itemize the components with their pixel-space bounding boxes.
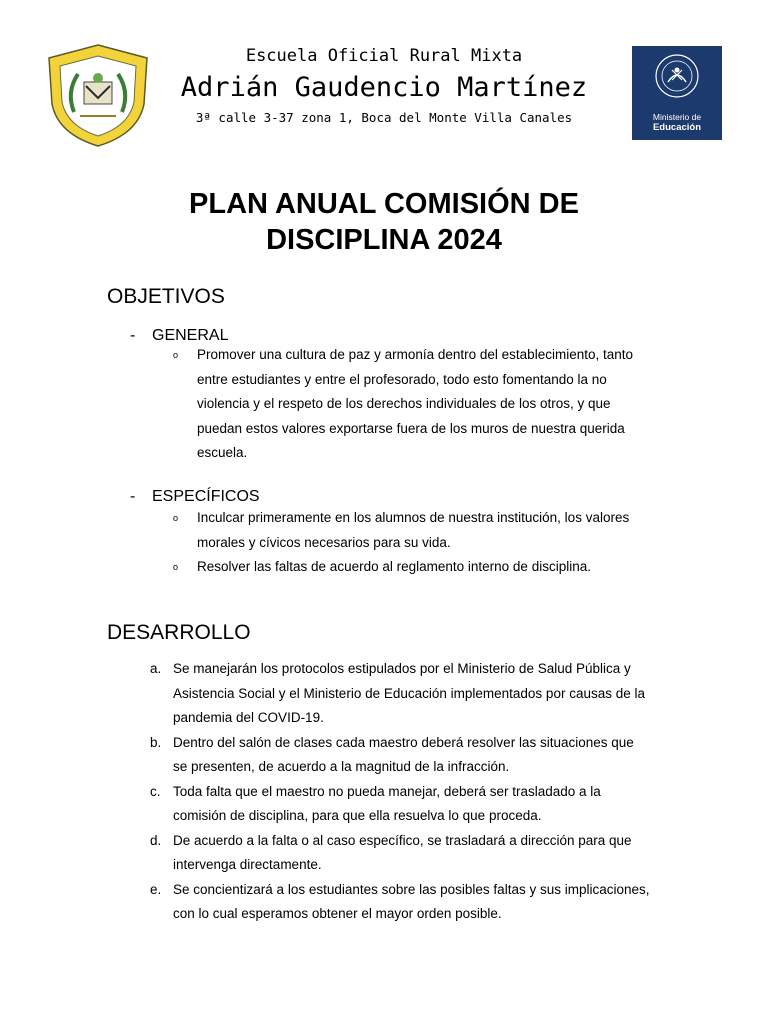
list-marker: a. — [150, 661, 162, 676]
text-line: violencia y el respeto de los derechos individuales de los otros, y que — [197, 396, 611, 411]
text-line: se presenten, de acuerdo a la magnitud de la infracción. — [173, 759, 510, 774]
list-item — [150, 878, 670, 927]
document-header — [0, 0, 768, 160]
school-name: Adrián Gaudencio Martínez — [180, 72, 588, 103]
ministry-of-education-logo — [632, 46, 722, 140]
subheading-label: ESPECÍFICOS — [152, 488, 260, 505]
text-line: Dentro del salón de clases cada maestro deberá resolver las situaciones que — [173, 734, 634, 750]
list-item — [173, 506, 663, 555]
school-address: 3ª calle 3-37 zona 1, Boca del Monte Villa Canales — [195, 110, 573, 125]
text-line: Se concientizará a los estudiantes sobre las posibles faltas y sus implicaciones, — [173, 881, 650, 897]
bullet-marker: o — [173, 513, 179, 523]
list-item — [173, 555, 663, 580]
text-line: intervenga directamente. — [173, 857, 322, 872]
text-line: Asistencia Social y el Ministerio de Educación implementados por causas de la — [173, 685, 645, 701]
guatemala-seal-icon — [632, 46, 722, 108]
text-line: morales y cívicos necesarios para su vida. — [197, 534, 451, 550]
section-heading-desarrollo: DESARROLLO — [107, 621, 251, 644]
ministry-logo-line1: Ministerio de — [652, 112, 702, 122]
text-line: Se manejarán los protocolos estipulados por el Ministerio de Salud Pública y — [173, 661, 631, 676]
title-line-1: PLAN ANUAL COMISIÓN DE — [189, 188, 579, 220]
school-type: Escuela Oficial Rural Mixta — [245, 46, 523, 66]
title-line-2: DISCIPLINA 2024 — [266, 224, 502, 256]
text-line: De acuerdo a la falta o al caso específico, se trasladará a dirección para que — [173, 832, 632, 848]
list-item — [150, 731, 670, 780]
text-line: puedan estos valores exportarse fuera de los muros de nuestra querida — [197, 420, 625, 436]
text-line: comisión de disciplina, para que ella resuelva lo que proceda. — [173, 808, 542, 823]
text-line: entre estudiantes y entre el profesorado, todo esto fomentando la no — [197, 371, 607, 387]
dash-marker: - — [130, 327, 136, 344]
list-marker: c. — [150, 783, 161, 799]
general-objectives-list — [173, 343, 663, 466]
list-marker: d. — [150, 832, 162, 848]
section-heading-objetivos: OBJETIVOS — [107, 285, 225, 308]
text-line: Promover una cultura de paz y armonía dentro del establecimiento, tanto — [197, 347, 633, 362]
text-line: escuela. — [197, 445, 248, 460]
subheading-label: GENERAL — [152, 327, 229, 344]
dash-marker: - — [130, 488, 136, 505]
list-marker: e. — [150, 881, 162, 897]
ministry-logo-line2: Educación — [652, 122, 702, 133]
text-line: pandemia del COVID-19. — [173, 710, 324, 725]
text-line: Inculcar primeramente en los alumnos de nuestra institución, los valores — [197, 510, 630, 525]
specific-objectives-list — [173, 506, 663, 580]
subheading-especificos — [130, 488, 260, 506]
list-item — [150, 829, 670, 878]
list-item — [173, 343, 663, 466]
list-item — [150, 780, 670, 829]
bullet-marker: o — [173, 350, 179, 360]
text-line: Toda falta que el maestro no pueda manejar, deberá ser trasladado a la — [173, 783, 601, 799]
document-title — [0, 186, 768, 258]
text-line: con lo cual esperamos obtener el mayor orden posible. — [173, 906, 502, 921]
bullet-marker: o — [173, 562, 179, 572]
desarrollo-list — [150, 657, 670, 927]
list-item — [150, 657, 670, 731]
list-marker: b. — [150, 734, 162, 750]
text-line: Resolver las faltas de acuerdo al reglamento interno de disciplina. — [197, 559, 591, 574]
